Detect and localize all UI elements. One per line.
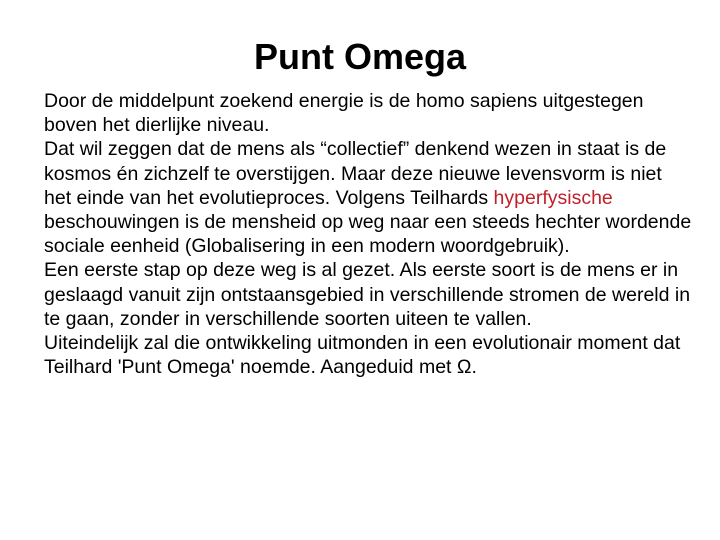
paragraph-2-continuation: beschouwingen is de mensheid op weg naar een steeds hechter wordende sociale eenheid (Globalisering in een modern woordgebruik). (44, 211, 692, 258)
paragraph-2-text: Dat wil zeggen dat de mens als “collectief” denkend wezen in staat is de kosmos én zichzelf te overstijgen. Maar deze nieuwe levensvorm is niet het einde van het evolutieproces. Volgens Teilhards (44, 138, 667, 209)
slide-body (44, 89, 694, 379)
slide-title: Punt Omega (253, 36, 467, 77)
paragraph-1: Door de middelpunt zoekend energie is de homo sapiens uitgestegen boven het dierlijke niveau. (44, 90, 644, 137)
highlighted-term: hyperfysische (493, 186, 613, 209)
paragraph-2 (44, 137, 694, 258)
paragraph-3: Een eerste stap op deze weg is al gezet. Als eerste soort is de mens er in geslaagd vanuit zijn ontstaansgebied in verschillende stromen de wereld in te gaan, zonder in verschillende soorten uiteen te vallen. (44, 259, 691, 330)
paragraph-4: Uiteindelijk zal die ontwikkeling uitmonden in een evolutionair moment dat Teilhard 'Punt Omega' noemde. Aangeduid met Ω. (44, 332, 681, 379)
